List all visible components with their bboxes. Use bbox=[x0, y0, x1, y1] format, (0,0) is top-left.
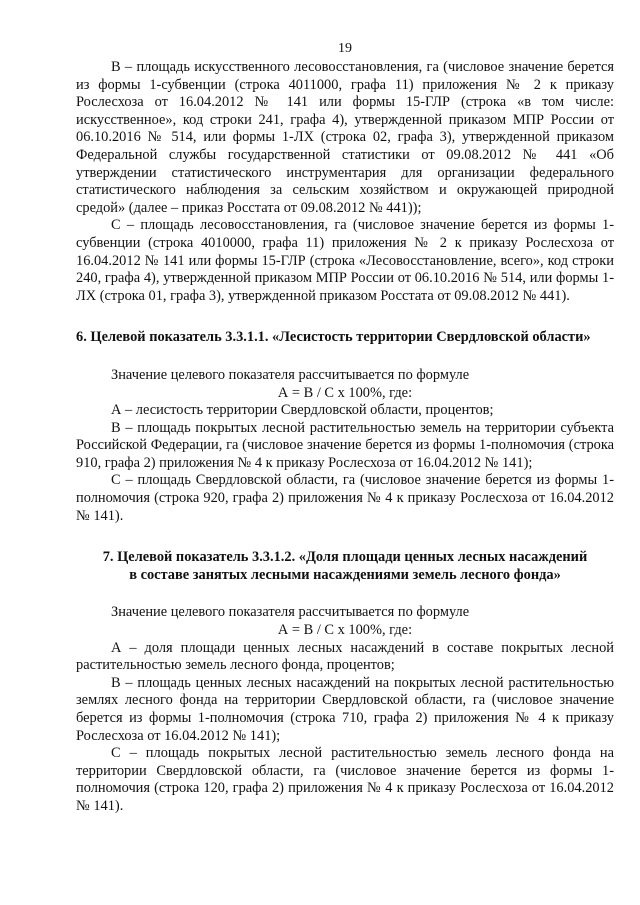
page-number: 19 bbox=[338, 41, 352, 56]
section-7-paragraph-c: С – площадь покрытых лесной растительностью земель лесного фонда на территории Свердловской области, га (числовое значение берется из формы 1-полномочия (строка 120, графа 2) приложения № 4 к приказу Рослесхоза от 16.04.2012 № 141). bbox=[76, 745, 614, 814]
section-7-paragraph-a: А – доля площади ценных лесных насаждений в составе покрытых лесной растительностью земель лесного фонда, процентов; bbox=[76, 639, 614, 674]
section-6-paragraph-b: В – площадь покрытых лесной растительностью земель на территории субъекта Российской Федерации, га (числовое значение берется из формы 1-полномочия (строка 910, графа 2) приложения № 4 к приказу Рослесхоза от 16.04.2012 № 141); bbox=[76, 419, 614, 471]
section-6-formula: А = В / С х 100%, где: bbox=[277, 384, 413, 401]
section-7-formula: А = В / С х 100%, где: bbox=[277, 622, 413, 639]
section-6-formula-intro: Значение целевого показателя рассчитывается по формуле bbox=[111, 366, 470, 383]
paragraph-c-area-reforestation: С – площадь лесовосстановления, га (числовое значение берется из формы 1-субвенции (строка 4010000, графа 11) приложения № 2 к приказу Рослесхоза от 16.04.2012 № 141 или формы 15-ГЛР (строка «Лесовосстановление, всего», код строки 240, графа 4), утвержденной приказом МПР России от 06.10.2016 № 514, или формы 1-ЛХ (строка 01, графа 3), утвержденной приказом Росстата от 09.08.2012 № 441). bbox=[76, 217, 614, 304]
section-7-heading-line-1: 7. Целевой показатель 3.3.1.2. «Доля площади ценных лесных насаждений bbox=[102, 549, 588, 566]
section-7-formula-intro: Значение целевого показателя рассчитывается по формуле bbox=[111, 604, 470, 621]
section-7-paragraph-b: В – площадь ценных лесных насаждений на покрытых лесной растительностью землях лесного фонда на территории Свердловской области, га (числовое значение берется из формы 1-полномочия (строка 710, графа 2) приложения № 4 к приказу Рослесхоза от 16.04.2012 № 141); bbox=[76, 674, 614, 744]
section-7-heading bbox=[76, 549, 614, 584]
section-6-paragraph-c: С – площадь Свердловской области, га (числовое значение берется из формы 1-полномочия (строка 920, графа 2) приложения № 4 к приказу Рослесхоза от 16.04.2012 № 141). bbox=[76, 472, 614, 524]
section-6-heading: 6. Целевой показатель 3.3.1.1. «Лесистость территории Свердловской области» bbox=[76, 329, 591, 346]
section-7-heading-line-2: в составе занятых лесными насаждениями земель лесного фонда» bbox=[129, 566, 561, 583]
paragraph-b-area-artificial-reforestation: В – площадь искусственного лесовосстановления, га (числовое значение берется из формы 1-субвенции (строка 4011000, графа 11) приложения № 2 к приказу Рослесхоза от 16.04.2012 № 141 или формы 15-ГЛР (строка «в том числе: искусственное», код строки 241, графа 4), утвержденной приказом МПР России от 06.10.2016 № 514, или формы 1-ЛХ (строка 02, графа 3), утвержденной приказом Федеральной службы государственной статистики от 09.08.2012 № 441 «Об утверждении статистического инструментария для организации федерального статистического наблюдения за сельским хозяйством и окружающей природной средой» (далее – приказ Росстата от 09.08.2012 № 441)); bbox=[76, 59, 614, 216]
section-6-paragraph-a: А – лесистость территории Свердловской области, процентов; bbox=[111, 402, 494, 419]
